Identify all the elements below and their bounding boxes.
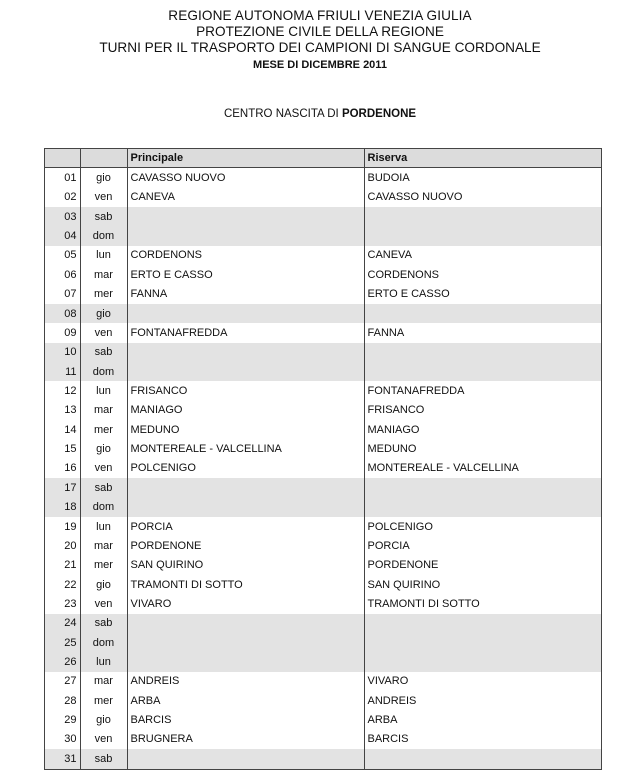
table-row: [44, 381, 602, 400]
day-cell: 24: [44, 614, 80, 633]
table-row: [44, 672, 602, 691]
riserva-cell: FANNA: [367, 326, 405, 339]
riserva-cell: PORDENONE: [367, 559, 439, 572]
table-row: [44, 420, 602, 439]
day-cell: 30: [44, 730, 80, 749]
day-cell: 13: [44, 401, 80, 420]
principale-cell: [127, 478, 364, 497]
principale-cell: BARCIS: [127, 710, 364, 729]
riserva-cell: BARCIS: [367, 733, 409, 746]
principale-cell: [127, 343, 364, 362]
weekday-cell: lun: [80, 517, 127, 536]
principale-cell: POLCENIGO: [127, 459, 364, 478]
weekday-cell: mar: [80, 672, 127, 691]
weekday-cell: dom: [80, 633, 127, 652]
table-row: [44, 401, 602, 420]
principale-cell: CORDENONS: [127, 246, 364, 265]
table-row: [44, 691, 602, 710]
weekday-cell: gio: [80, 439, 127, 458]
weekday-cell: dom: [80, 362, 127, 381]
table-header-row: [44, 148, 602, 168]
weekday-cell: gio: [80, 168, 127, 188]
table-row: [44, 749, 602, 768]
weekday-cell: mar: [80, 265, 127, 284]
weekday-cell: mar: [80, 401, 127, 420]
weekday-cell: ven: [80, 459, 127, 478]
table-row: [44, 633, 602, 652]
riserva-cell: [364, 478, 602, 497]
weekday-cell: dom: [80, 497, 127, 516]
header-weekday: [80, 148, 127, 168]
weekday-cell: ven: [80, 323, 127, 342]
schedule-table: [44, 148, 602, 769]
day-cell: 27: [44, 672, 80, 691]
principale-cell: FRISANCO: [127, 381, 364, 400]
principale-cell: CANEVA: [127, 188, 364, 207]
riserva-cell: CAVASSO NUOVO: [367, 191, 463, 204]
riserva-cell: ARBA: [367, 714, 398, 727]
riserva-cell: [364, 226, 602, 245]
weekday-cell: lun: [80, 246, 127, 265]
header-principale: Principale: [127, 148, 364, 168]
table-row: [44, 323, 602, 342]
principale-cell: CAVASSO NUOVO: [127, 168, 364, 188]
weekday-cell: sab: [80, 478, 127, 497]
riserva-cell: MEDUNO: [367, 443, 417, 456]
riserva-cell: ERTO E CASSO: [367, 288, 450, 301]
riserva-cell: MONTEREALE - VALCELLINA: [367, 462, 519, 475]
doc-month-line: [0, 58, 640, 72]
center-name: PORDENONE: [341, 108, 417, 120]
table-row: [44, 652, 602, 671]
day-cell: 23: [44, 594, 80, 613]
principale-cell: TRAMONTI DI SOTTO: [127, 575, 364, 594]
doc-title-region: REGIONE AUTONOMA FRIULI VENEZIA GIULIA: [168, 8, 472, 23]
day-cell: 15: [44, 439, 80, 458]
table-row: [44, 556, 602, 575]
riserva-cell: FONTANAFREDDA: [367, 384, 465, 397]
principale-cell: [127, 633, 364, 652]
weekday-cell: dom: [80, 226, 127, 245]
principale-cell: MEDUNO: [127, 420, 364, 439]
principale-cell: FONTANAFREDDA: [127, 323, 364, 342]
table-row: [44, 246, 602, 265]
principale-cell: [127, 207, 364, 226]
riserva-cell: MANIAGO: [367, 423, 420, 436]
weekday-cell: sab: [80, 343, 127, 362]
day-cell: 18: [44, 497, 80, 516]
month-prefix: MESE DI: [253, 59, 302, 71]
schedule-rows: [44, 168, 602, 769]
weekday-cell: ven: [80, 730, 127, 749]
day-cell: 01: [44, 168, 80, 188]
weekday-cell: mer: [80, 691, 127, 710]
day-cell: 28: [44, 691, 80, 710]
principale-cell: ERTO E CASSO: [127, 265, 364, 284]
day-cell: 22: [44, 575, 80, 594]
principale-cell: ARBA: [127, 691, 364, 710]
table-row: [44, 168, 602, 188]
header-day: [44, 148, 80, 168]
table-row: [44, 517, 602, 536]
table-row: [44, 459, 602, 478]
weekday-cell: mer: [80, 285, 127, 304]
riserva-cell: TRAMONTI DI SOTTO: [367, 597, 480, 610]
table-row: [44, 304, 602, 323]
principale-cell: [127, 749, 364, 768]
table-row: [44, 710, 602, 729]
riserva-cell: SAN QUIRINO: [367, 578, 441, 591]
table-row: [44, 226, 602, 245]
principale-cell: MONTEREALE - VALCELLINA: [127, 439, 364, 458]
table-row: [44, 362, 602, 381]
month-value: DICEMBRE 2011: [301, 59, 387, 71]
table-row: [44, 497, 602, 516]
table-row: [44, 730, 602, 749]
riserva-cell: [364, 343, 602, 362]
table-row: [44, 285, 602, 304]
table-row: [44, 439, 602, 458]
table-row: [44, 594, 602, 613]
day-cell: 10: [44, 343, 80, 362]
riserva-cell: CANEVA: [367, 249, 412, 262]
day-cell: 06: [44, 265, 80, 284]
riserva-cell: BUDOIA: [367, 172, 410, 185]
day-cell: 03: [44, 207, 80, 226]
principale-cell: BRUGNERA: [127, 730, 364, 749]
riserva-cell: [364, 497, 602, 516]
day-cell: 05: [44, 246, 80, 265]
weekday-cell: mar: [80, 536, 127, 555]
weekday-cell: lun: [80, 652, 127, 671]
day-cell: 02: [44, 188, 80, 207]
day-cell: 09: [44, 323, 80, 342]
principale-cell: [127, 652, 364, 671]
weekday-cell: sab: [80, 749, 127, 768]
riserva-cell: CORDENONS: [367, 268, 440, 281]
riserva-cell: [364, 362, 602, 381]
riserva-cell: [364, 207, 602, 226]
riserva-cell: [364, 633, 602, 652]
day-cell: 07: [44, 285, 80, 304]
principale-cell: PORDENONE: [127, 536, 364, 555]
weekday-cell: gio: [80, 304, 127, 323]
principale-cell: SAN QUIRINO: [127, 556, 364, 575]
riserva-cell: VIVARO: [367, 675, 409, 688]
riserva-cell: [364, 652, 602, 671]
day-cell: 14: [44, 420, 80, 439]
day-cell: 16: [44, 459, 80, 478]
center-prefix: CENTRO NASCITA DI: [223, 108, 342, 120]
day-cell: 25: [44, 633, 80, 652]
principale-cell: [127, 304, 364, 323]
weekday-cell: ven: [80, 188, 127, 207]
table-row: [44, 536, 602, 555]
principale-cell: [127, 226, 364, 245]
weekday-cell: ven: [80, 594, 127, 613]
day-cell: 19: [44, 517, 80, 536]
principale-cell: VIVARO: [127, 594, 364, 613]
table-row: [44, 265, 602, 284]
principale-cell: FANNA: [127, 285, 364, 304]
weekday-cell: gio: [80, 575, 127, 594]
principale-cell: PORCIA: [127, 517, 364, 536]
riserva-cell: [364, 749, 602, 768]
weekday-cell: mer: [80, 556, 127, 575]
table-row: [44, 478, 602, 497]
doc-title-subject: TURNI PER IL TRASPORTO DEI CAMPIONI DI SANGUE CORDONALE: [99, 40, 541, 55]
table-row: [44, 343, 602, 362]
table-row: [44, 188, 602, 207]
table-row: [44, 207, 602, 226]
riserva-cell: POLCENIGO: [367, 520, 433, 533]
table-row: [44, 575, 602, 594]
weekday-cell: sab: [80, 614, 127, 633]
weekday-cell: mer: [80, 420, 127, 439]
day-cell: 04: [44, 226, 80, 245]
day-cell: 17: [44, 478, 80, 497]
day-cell: 08: [44, 304, 80, 323]
day-cell: 11: [44, 362, 80, 381]
doc-title-department: PROTEZIONE CIVILE DELLA REGIONE: [196, 24, 444, 39]
day-cell: 20: [44, 536, 80, 555]
weekday-cell: lun: [80, 381, 127, 400]
birth-center-line: [0, 106, 640, 122]
table-row: [44, 614, 602, 633]
header-riserva: Riserva: [364, 148, 602, 168]
weekday-cell: sab: [80, 207, 127, 226]
riserva-cell: [364, 614, 602, 633]
day-cell: 31: [44, 749, 80, 768]
principale-cell: [127, 614, 364, 633]
riserva-cell: ANDREIS: [367, 694, 417, 707]
riserva-cell: FRISANCO: [367, 404, 425, 417]
day-cell: 21: [44, 556, 80, 575]
principale-cell: MANIAGO: [127, 401, 364, 420]
riserva-cell: [364, 304, 602, 323]
day-cell: 26: [44, 652, 80, 671]
weekday-cell: gio: [80, 710, 127, 729]
day-cell: 12: [44, 381, 80, 400]
riserva-cell: PORCIA: [367, 539, 410, 552]
principale-cell: [127, 497, 364, 516]
principale-cell: ANDREIS: [127, 672, 364, 691]
day-cell: 29: [44, 710, 80, 729]
principale-cell: [127, 362, 364, 381]
